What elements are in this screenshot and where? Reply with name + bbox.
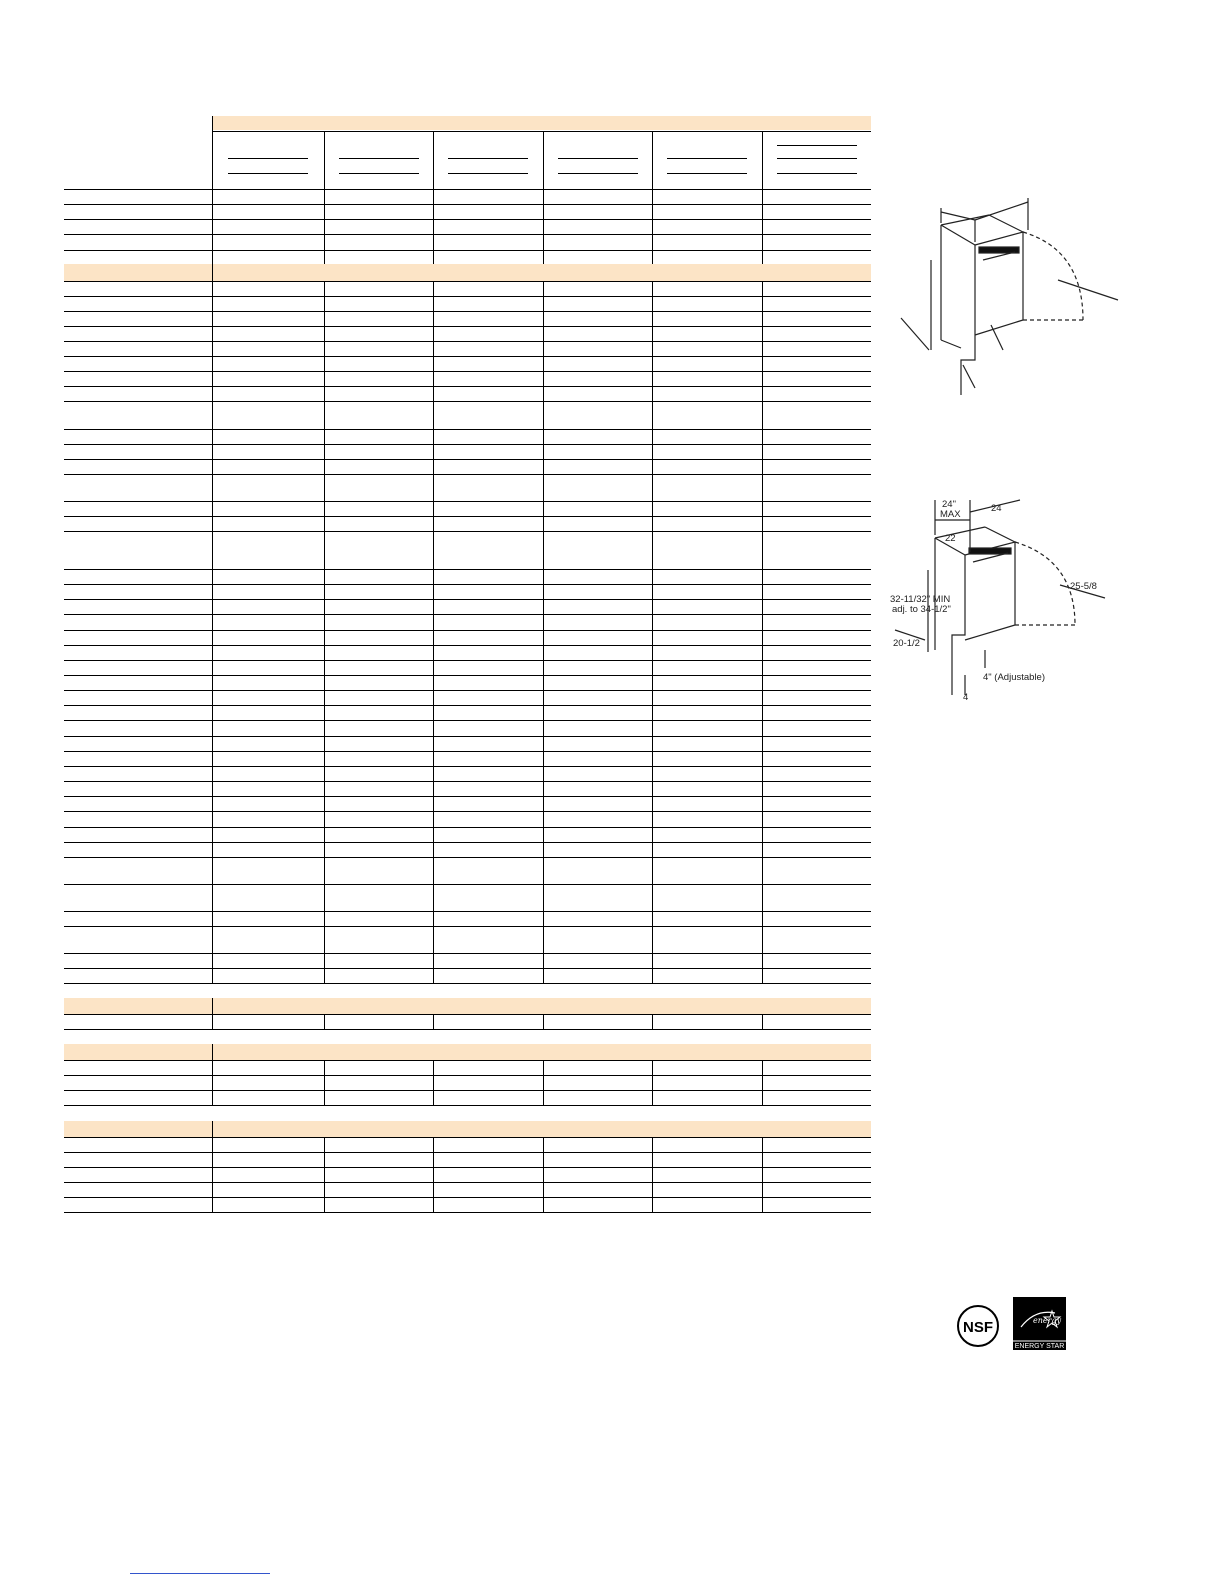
section-header-banner [64,998,871,1014]
table-row-rule [64,311,871,312]
table-column-rule [762,1060,763,1105]
table-row-rule [64,857,871,858]
table-row-rule [64,630,871,631]
table-column-rule [433,1060,434,1105]
table-row-rule [64,281,871,282]
section-header-banner [64,1044,871,1060]
table-column-rule [433,189,434,264]
table-row-rule [64,720,871,721]
table-column-rule [324,1060,325,1105]
model-header-underline [339,173,419,174]
table-column-rule [762,281,763,983]
dim-label-leg: 4 [963,692,969,703]
table-row-rule [64,926,871,927]
table-row-rule [64,827,871,828]
table-column-rule [212,1060,213,1105]
table-row-rule [64,705,871,706]
table-row-rule [64,341,871,342]
table-row-rule [64,660,871,661]
table-row-rule [64,1182,871,1183]
certification-logos [955,1297,1085,1355]
table-column-rule [324,189,325,264]
section-header-banner [64,264,871,281]
table-column-rule [433,1014,434,1029]
model-column-divider [652,131,653,189]
table-row-rule [64,429,871,430]
table-row-rule [64,401,871,402]
table-row-rule [64,219,871,220]
table-column-rule [543,1137,544,1212]
model-header-banner [212,116,871,130]
table-row-rule [64,953,871,954]
table-column-rule [762,189,763,264]
table-row-rule [64,911,871,912]
section-header-divider [212,264,213,281]
dim-label-width: 22 [945,533,956,544]
table-row-rule [64,781,871,782]
dim-label-depth: 24 [991,503,1002,514]
table-column-rule [212,281,213,983]
dim-label-leg-adjust: 4" (Adjustable) [983,672,1045,683]
table-column-rule [652,1137,653,1212]
table-column-rule [543,1060,544,1105]
table-row-rule [64,356,871,357]
dim-label-height-adj: adj. to 34-1/2" [892,604,951,615]
table-row-rule [64,444,871,445]
table-column-rule [652,1014,653,1029]
table-row-rule [64,1152,871,1153]
model-column-divider [433,131,434,189]
table-row-rule [64,614,871,615]
table-row-rule [64,1029,871,1030]
dim-label-max: MAX [940,509,961,520]
table-column-rule [212,1137,213,1212]
model-header-underline [228,158,308,159]
table-row-rule [64,766,871,767]
model-header-underline [777,173,857,174]
table-row-rule [64,296,871,297]
table-column-rule [762,1137,763,1212]
table-row-rule [64,842,871,843]
table-column-rule [212,189,213,264]
section-header-divider [212,1044,213,1060]
model-header-underline [448,173,528,174]
model-header-underline [777,158,857,159]
model-header-underline [228,173,308,174]
table-column-rule [652,281,653,983]
table-row-rule [64,1197,871,1198]
table-row-rule [64,234,871,235]
table-row-rule [64,796,871,797]
dishwasher-dimension-outline-icon [893,190,1128,400]
table-row-rule [64,1060,871,1061]
table-row-rule [64,189,871,190]
table-row-rule [64,1014,871,1015]
model-header-rule [212,131,871,132]
model-header-underline [558,173,638,174]
table-column-rule [433,1137,434,1212]
table-row-rule [64,250,871,251]
table-row-rule [64,1212,871,1213]
dishwasher-dimension-diagram-icon [890,490,1125,705]
dim-label-height-min: 32-11/32" MIN [890,594,951,605]
table-row-rule [64,516,871,517]
model-column-divider [543,131,544,189]
section-header-divider [212,998,213,1014]
table-column-rule [762,1014,763,1029]
table-row-rule [64,884,871,885]
table-row-rule [64,751,871,752]
model-header-underline [667,173,747,174]
model-header-underline [667,158,747,159]
table-row-rule [64,1075,871,1076]
table-column-rule [652,1060,653,1105]
model-header-divider [212,131,213,189]
table-row-rule [64,968,871,969]
table-row-rule [64,204,871,205]
table-row-rule [64,645,871,646]
section-header-banner [64,1121,871,1137]
energy-star-script: energy [1033,1316,1062,1325]
table-column-rule [324,281,325,983]
energy-star-text: ENERGY STAR [1014,1343,1065,1350]
table-row-rule [64,474,871,475]
section-header-divider [212,1121,213,1137]
table-row-rule [64,501,871,502]
model-header-underline [777,145,857,146]
table-row-rule [64,326,871,327]
table-column-rule [324,1137,325,1212]
table-row-rule [64,386,871,387]
table-row-rule [64,599,871,600]
dim-label-max-height: 24" [942,499,956,510]
table-row-rule [64,459,871,460]
table-row-rule [64,1090,871,1091]
table-row-rule [64,569,871,570]
table-column-rule [543,281,544,983]
table-row-rule [64,584,871,585]
table-column-rule [433,281,434,983]
table-row-rule [64,983,871,984]
table-row-rule [64,690,871,691]
table-column-rule [543,189,544,264]
table-row-rule [64,1137,871,1138]
model-header-underline [558,158,638,159]
table-column-rule [543,1014,544,1029]
model-header-underline [339,158,419,159]
table-row-rule [64,811,871,812]
table-column-rule [324,1014,325,1029]
table-column-rule [652,189,653,264]
table-row-rule [64,1105,871,1106]
table-row-rule [64,531,871,532]
model-column-divider [324,131,325,189]
logo-set [955,1297,1085,1355]
table-row-rule [64,736,871,737]
table-row-rule [64,1167,871,1168]
table-row-rule [64,675,871,676]
nsf-logo-text: NSF [963,1319,993,1336]
dim-label-toe-depth: 20-1/2 [893,638,920,649]
model-header-divider [212,116,213,131]
footer-link-underline[interactable] [130,1573,270,1574]
table-row-rule [64,371,871,372]
table-column-rule [212,1014,213,1029]
model-column-divider [762,131,763,189]
model-header-underline [448,158,528,159]
dim-label-door-open: 25-5/8 [1070,581,1097,592]
